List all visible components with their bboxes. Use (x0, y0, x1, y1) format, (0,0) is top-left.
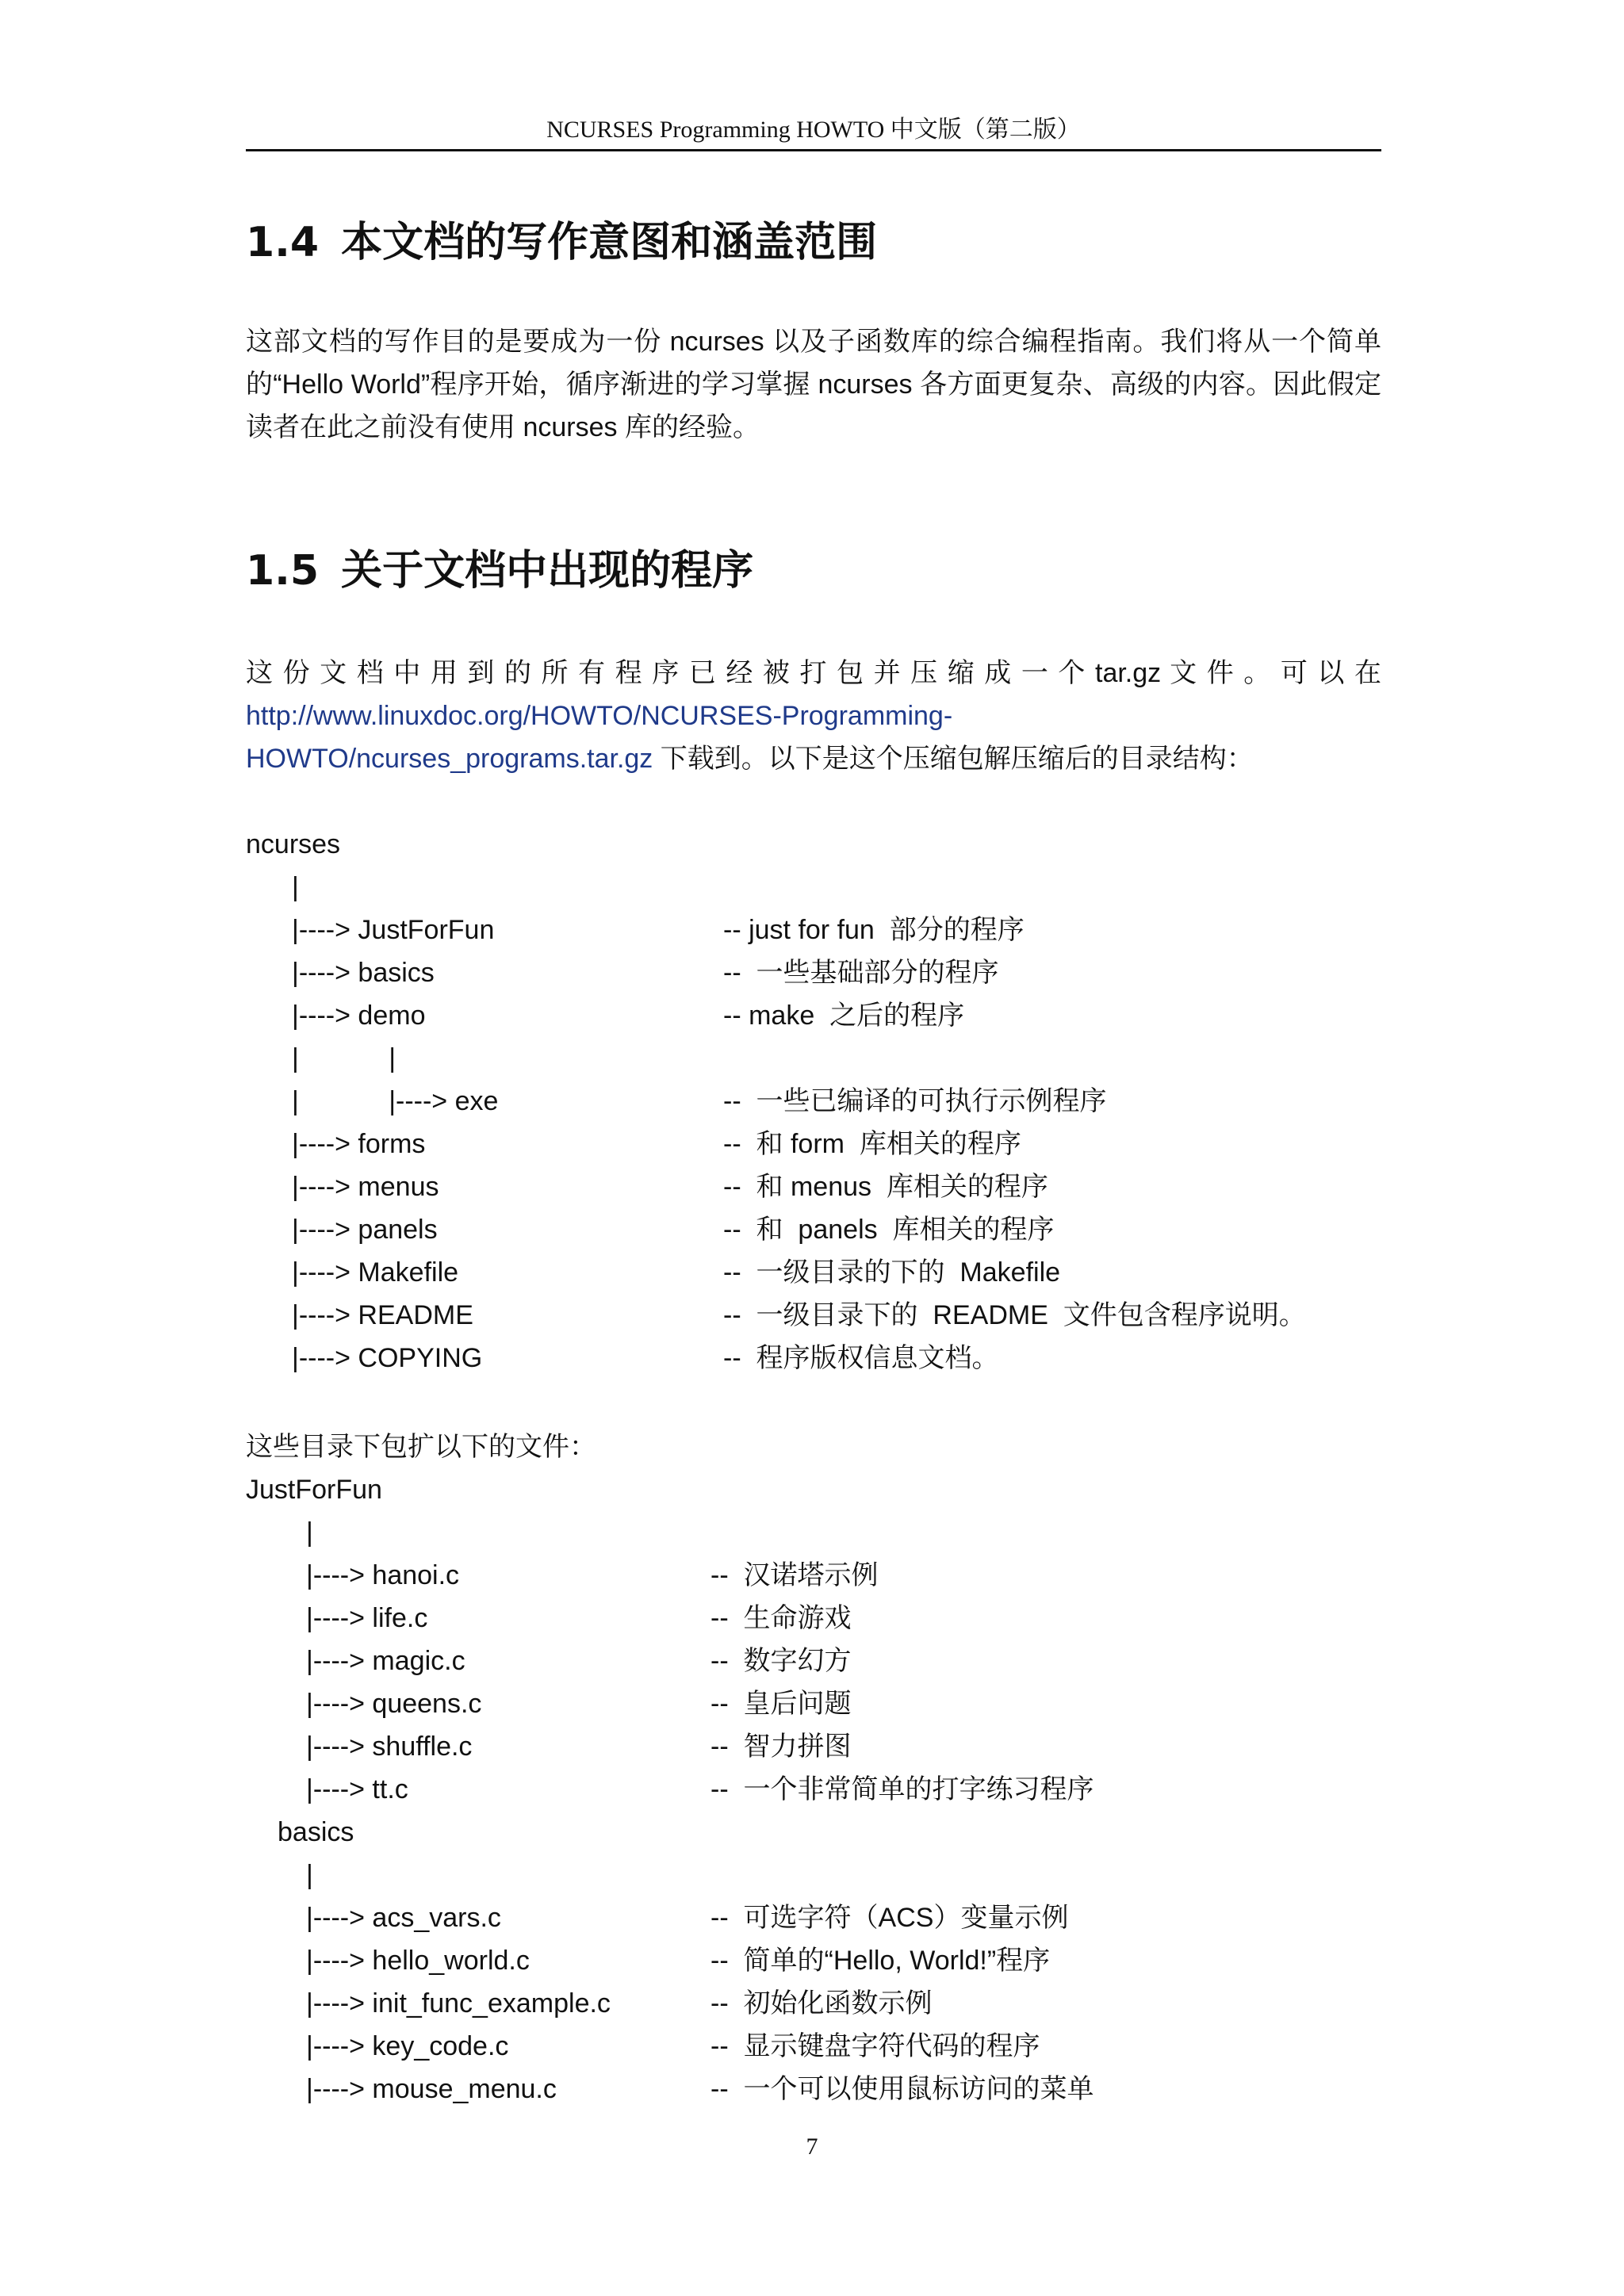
section-1-5-title: 关于文档中出现的程序 (341, 547, 754, 595)
section-1-4-paragraph: 这部文档的写作目的是要成为一份 ncurses 以及子函数库的综合编程指南。我们将从一个简单的“Hello World”程序开始，循序渐进的学习掌握 ncurses 各方面更复杂、高级的内容。因此假定读者在此之前没有使用 ncurses 库的经验。 (246, 327, 1381, 442)
tree-entry-name: ncurses (246, 829, 341, 859)
tree-row (0, 1725, 1624, 1768)
tree-entry-description: -- 程序版权信息文档。 (723, 1343, 999, 1373)
tree-entry-description: -- 和 menus 库相关的程序 (723, 1172, 1048, 1202)
tree-entry-name: |----> basics (292, 958, 435, 988)
tree-row (0, 1037, 1624, 1080)
section-1-5-intro-line3 (246, 737, 1381, 780)
tree-entry-name: |----> README (292, 1300, 473, 1330)
tree-entry-name: | |----> exe (292, 1086, 499, 1116)
tree-entry-name: | (306, 1860, 313, 1890)
tree-entry-name: |----> COPYING (292, 1343, 483, 1373)
tree-entry-description: -- 生命游戏 (710, 1603, 852, 1633)
tree-row (0, 951, 1624, 994)
tree-row (0, 2025, 1624, 2068)
tree-entry-description: -- 一个可以使用鼠标访问的菜单 (710, 2074, 1094, 2104)
tree-entry-name: |----> queens.c (306, 1689, 482, 1719)
tree-entry-name: |----> demo (292, 1001, 426, 1031)
tree-entry-description: -- 汉诺塔示例 (710, 1560, 879, 1590)
tree-row (0, 866, 1624, 909)
section-1-4-heading (246, 212, 877, 273)
tree-entry-name: |----> life.c (306, 1603, 428, 1633)
tree-row (0, 1640, 1624, 1682)
tree-row (0, 1982, 1624, 2025)
section-1-5-heading (246, 541, 753, 601)
header-rule (246, 149, 1381, 151)
tree-row (0, 1554, 1624, 1597)
tree-row (0, 1511, 1624, 1554)
tree-row (0, 1854, 1624, 1896)
tree-entry-name: | (306, 1517, 313, 1548)
tree-entry-description: -- 一级目录下的 README 文件包含程序说明。 (723, 1300, 1306, 1330)
tree-row (0, 994, 1624, 1037)
tree-entry-description: -- 显示键盘字符代码的程序 (710, 2031, 1040, 2061)
tree-row (0, 909, 1624, 951)
section-1-4-number: 1.4 (246, 219, 320, 266)
tree-entry-description: -- just for fun 部分的程序 (723, 915, 1025, 945)
tree-entry-name: |----> hanoi.c (306, 1560, 460, 1590)
tree-row (0, 1251, 1624, 1294)
tree-entry-description: -- 数字幻方 (710, 1646, 852, 1676)
tree-entry-name: |----> acs_vars.c (306, 1903, 501, 1933)
tree-entry-description: -- 一些基础部分的程序 (723, 958, 999, 988)
tree-entry-name: |----> hello_world.c (306, 1946, 530, 1976)
tree-row (0, 1896, 1624, 1939)
tree-entry-name: |----> key_code.c (306, 2031, 509, 2061)
tree-entry-name: |----> menus (292, 1172, 439, 1202)
tree-entry-description: -- 和 panels 库相关的程序 (723, 1215, 1055, 1245)
page-number: 7 (806, 2133, 818, 2160)
download-link-part1[interactable]: http://www.linuxdoc.org/HOWTO/NCURSES-Programming- (246, 701, 953, 731)
section-1-4-title: 本文档的写作意图和涵盖范围 (341, 219, 878, 266)
tree-entry-description: -- 智力拼图 (710, 1732, 852, 1762)
tree-entry-description: -- 和 form 库相关的程序 (723, 1129, 1021, 1159)
section-1-5-number: 1.5 (246, 547, 320, 595)
tree-row (0, 1208, 1624, 1251)
tree-entry-name: |----> Makefile (292, 1257, 459, 1288)
tree-entry-description: -- 一个非常简单的打字练习程序 (710, 1774, 1094, 1804)
tree-row (0, 1468, 1624, 1511)
tree-entry-name: JustForFun (246, 1475, 382, 1505)
tree-row (0, 2068, 1624, 2110)
tree-entry-name: |----> mouse_menu.c (306, 2074, 557, 2104)
tree-entry-description: -- 可选字符（ACS）变量示例 (710, 1903, 1069, 1933)
files-intro: 这些目录下包扩以下的文件： (246, 1432, 596, 1462)
section-1-5-intro-line1: 这 份 文 档 中 用 到 的 所 有 程 序 已 经 被 打 包 并 压 缩 成 一 个 tar.gz 文 件 。 可 以 在 (246, 658, 1381, 688)
tree-entry-name: | | (292, 1043, 396, 1073)
tree-row (0, 1165, 1624, 1208)
section-1-5-intro-line2 (246, 695, 1381, 737)
tree-entry-name: |----> shuffle.c (306, 1732, 473, 1762)
tree-entry-description: -- 一级目录的下的 Makefile (723, 1257, 1061, 1288)
tree-entry-name: |----> forms (292, 1129, 426, 1159)
tree-entry-name: |----> tt.c (306, 1774, 408, 1804)
tree-row (0, 1811, 1624, 1854)
tree-entry-description: -- 皇后问题 (710, 1689, 852, 1719)
tree-entry-name: |----> magic.c (306, 1646, 465, 1676)
download-link-part2[interactable]: HOWTO/ncurses_programs.tar.gz (246, 744, 653, 774)
section-1-5-intro-tail: 下载到。以下是这个压缩包解压缩后的目录结构： (653, 744, 1254, 774)
tree-row (0, 1682, 1624, 1725)
tree-entry-name: |----> JustForFun (292, 915, 495, 945)
tree-row (0, 1294, 1624, 1337)
tree-entry-name: basics (278, 1817, 354, 1847)
tree-entry-description: -- 一些已编译的可执行示例程序 (723, 1086, 1107, 1116)
tree-row (0, 823, 1624, 866)
tree-entry-description: -- 简单的“Hello, World!”程序 (710, 1946, 1051, 1976)
tree-entry-description: -- make 之后的程序 (723, 1001, 965, 1031)
tree-row (0, 1597, 1624, 1640)
tree-entry-name: | (292, 872, 299, 902)
tree-entry-name: |----> init_func_example.c (306, 1988, 611, 2019)
tree-row (0, 1768, 1624, 1811)
tree-row (0, 1337, 1624, 1380)
tree-entry-name: |----> panels (292, 1215, 438, 1245)
tree-entry-description: -- 初始化函数示例 (710, 1988, 933, 2019)
running-header: NCURSES Programming HOWTO 中文版（第二版） (546, 117, 1081, 143)
tree-row (0, 1080, 1624, 1123)
tree-row (0, 1123, 1624, 1165)
tree-row (0, 1939, 1624, 1982)
